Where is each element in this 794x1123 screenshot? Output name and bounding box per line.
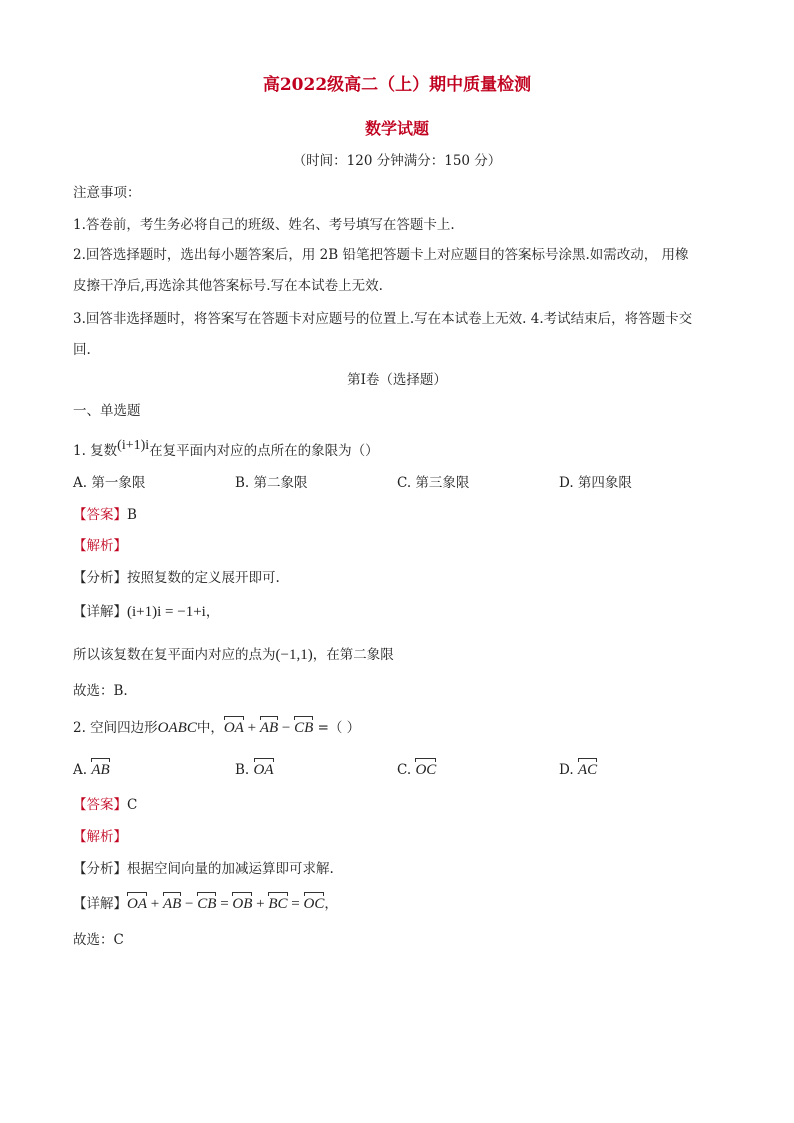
q2-fenxi bbox=[73, 860, 334, 878]
q1-option-c: C. 第三象限 bbox=[397, 475, 470, 491]
question-2: 2. 空间四边形OABC中，OA + AB − CB =（ ） bbox=[73, 720, 361, 736]
q1-analysis-label: 【解析】 bbox=[73, 538, 127, 554]
q2-option-b: B. OA bbox=[235, 762, 274, 778]
q2-detail: 【详解】OA + AB − CB = OB + BC = OC， bbox=[73, 896, 338, 912]
note-2-line-1: 2.回答选择题时，选出每小题答案后，用 2B 铅笔把答题卡上对应题目的答案标号涂黑.如需改动， 用橡 bbox=[73, 247, 689, 263]
q1-conclusion-prefix: 所以该复数在复平面内对应的点为 bbox=[73, 647, 276, 663]
q1-option-a: A. 第一象限 bbox=[73, 475, 146, 491]
q2-option-d-vector: AC bbox=[577, 762, 598, 778]
q1-detail-expression: (i+1)i = −1+i bbox=[127, 604, 206, 620]
q2-detail-vector-6: OC bbox=[303, 896, 325, 912]
q1-detail-label: 【详解】 bbox=[73, 604, 127, 620]
section-title: 第Ⅰ卷（选择题） bbox=[347, 372, 447, 388]
note-2-line-2: 皮擦干净后,再选涂其他答案标号.写在本试卷上无效. bbox=[73, 278, 383, 294]
q1-fenxi-label: 【分析】 bbox=[73, 570, 127, 586]
q2-option-b-vector: OA bbox=[253, 762, 274, 778]
q1-answer-value: B bbox=[127, 507, 137, 523]
q2-prefix: 2. 空间四边形 bbox=[73, 720, 158, 736]
q2-answer-value: C bbox=[127, 797, 138, 813]
q2-detail-vector-2: AB bbox=[162, 896, 182, 912]
part-title: 一、单选题 bbox=[73, 403, 141, 419]
q2-detail-vector-3: CB bbox=[197, 896, 217, 912]
q2-fenxi-label: 【分析】 bbox=[73, 861, 127, 877]
question-1 bbox=[73, 438, 379, 461]
note-3-line-1: 3.回答非选择题时，将答案写在答题卡对应题号的位置上.写在本试卷上无效. 4.考试结束后，将答题卡交 bbox=[73, 311, 693, 327]
q1-expression: (i+1)i bbox=[117, 438, 150, 453]
q1-answer bbox=[73, 506, 137, 524]
note-1: 1.答卷前，考生务必将自己的班级、姓名、考号填写在答题卡上. bbox=[73, 217, 455, 233]
q2-vector-3: CB bbox=[294, 720, 314, 736]
page-title: 高2022级高二（上）期中质量检测 bbox=[262, 75, 532, 95]
q2-mid: 中， bbox=[196, 720, 224, 736]
q2-analysis-label: 【解析】 bbox=[73, 829, 127, 845]
q1-prefix: 1. 复数 bbox=[73, 443, 118, 459]
q2-detail-vector-4: OB bbox=[232, 896, 253, 912]
q1-conclusion-suffix: ，在第二象限 bbox=[312, 647, 394, 663]
q2-vector-1: OA bbox=[223, 720, 244, 736]
q2-option-a: A. AB bbox=[73, 762, 110, 778]
page-subtitle: 数学试题 bbox=[364, 119, 429, 138]
q2-vector-2: AB bbox=[259, 720, 279, 736]
q2-option-c-vector: OC bbox=[415, 762, 437, 778]
q1-option-b: B. 第二象限 bbox=[235, 475, 308, 491]
q2-equals-blank: =（ ） bbox=[317, 720, 361, 736]
notes-heading: 注意事项： bbox=[73, 185, 141, 201]
note-3-line-2: 回. bbox=[73, 342, 91, 358]
q1-detail-tail: ， bbox=[205, 604, 220, 620]
q2-answer bbox=[73, 796, 137, 814]
q2-shape: OABC bbox=[157, 720, 197, 736]
q1-option-d: D. 第四象限 bbox=[559, 475, 632, 491]
q1-conclusion bbox=[73, 646, 394, 664]
q2-option-a-vector: AB bbox=[91, 762, 110, 778]
q2-answer-label: 【答案】 bbox=[73, 797, 127, 813]
q2-detail-vector-5: BC bbox=[268, 896, 288, 912]
q1-fenxi bbox=[73, 569, 280, 587]
q2-option-d: D. AC bbox=[559, 762, 598, 778]
q1-answer-label: 【答案】 bbox=[73, 507, 127, 523]
q1-suffix: 在复平面内对应的点所在的象限为（） bbox=[149, 443, 379, 459]
q2-detail-vector-1: OA bbox=[127, 896, 147, 912]
q1-fenxi-text: 按照复数的定义展开即可. bbox=[127, 570, 280, 586]
q2-option-c: C. OC bbox=[397, 762, 437, 778]
q2-choose: 故选：C bbox=[73, 932, 124, 948]
q1-choose: 故选：B. bbox=[73, 683, 128, 699]
time-info: （时间：120 分钟满分：150 分） bbox=[292, 153, 502, 169]
q1-point: (−1,1) bbox=[275, 647, 313, 663]
q1-detail bbox=[73, 603, 219, 621]
q2-detail-tail: ， bbox=[324, 896, 338, 912]
q2-detail-label: 【详解】 bbox=[73, 896, 127, 912]
q2-fenxi-text: 根据空间向量的加减运算即可求解. bbox=[127, 861, 334, 877]
